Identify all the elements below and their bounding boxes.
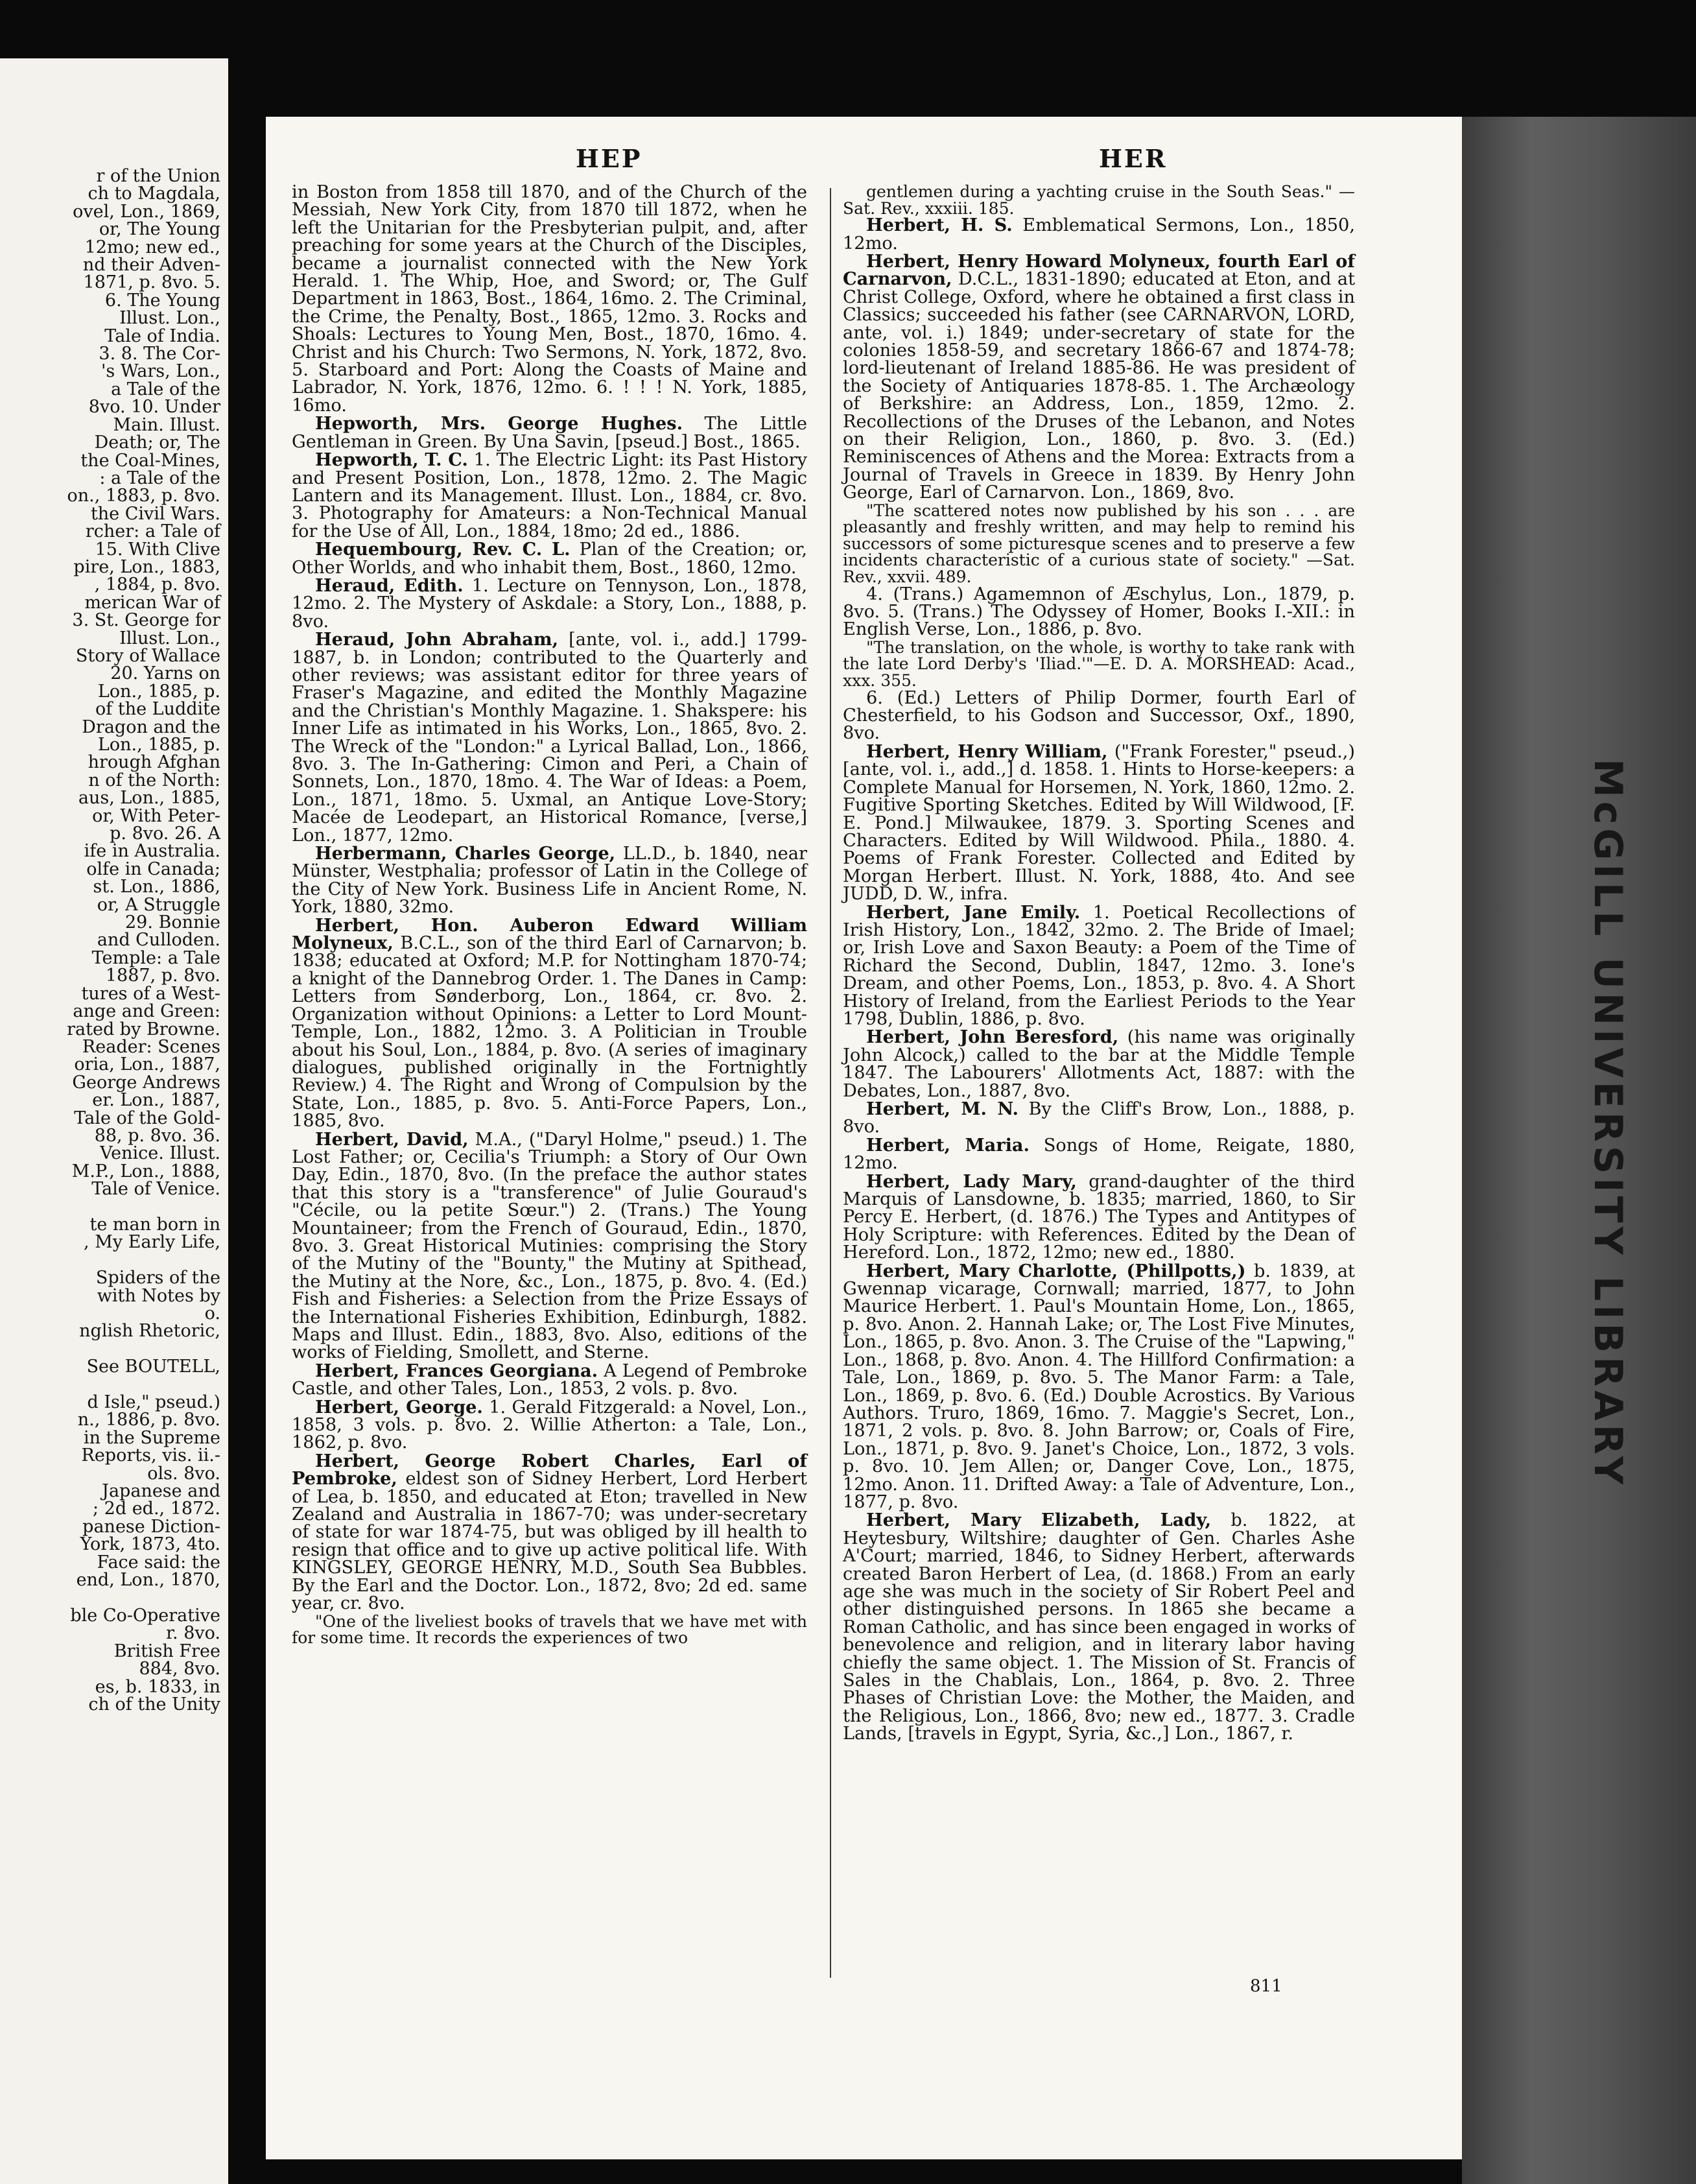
entry-text: A Legend of Pembroke Castle, and other Tales, Lon., 1853, 2 vols. p. 8vo. bbox=[292, 1360, 807, 1399]
entry-continuation: in Boston from 1858 till 1870, and of the Church of the Messiah, New York City, from 1870 till 1872, when he left the Unitarian for the Presbyterian pulpit, and, after preaching for some years at the Church of the Disciples, became a journalist connected with the New York Herald. 1. The Whip, Hoe, and Sword; or, The Gulf Department in 1863, Bost., 1864, 16mo. 2. The Criminal, the Crime, the Penalty, Bost., 1865, 12mo. 3. Rocks and Shoals: Lectures to Young Men, Bost., 1870, 16mo. 4. Christ and his Church: Two Sermons, N. York, 1872, 8vo. 5. Starboard and Port: Along the Coasts of Maine and Labrador, N. York, 1876, 12mo. 6. ! ! ! N. York, 1885, 16mo. bbox=[292, 182, 807, 416]
entry-headword: Herbert, Lady Mary, bbox=[866, 1170, 1077, 1192]
bibliography-entry bbox=[843, 1134, 1355, 1174]
entry-headword: Herbert, Hon. Auberon Edward William Molyneux, bbox=[292, 914, 807, 954]
entry-text: 1. Gerald Fitzgerald: a Novel, Lon., 1858, 3 vols. p. 8vo. 2. Willie Atherton: a Tale, Lon., 1862, p. 8vo. bbox=[292, 1397, 807, 1453]
entry-headword: Herbert, George. bbox=[315, 1396, 483, 1418]
page-number: 811 bbox=[1250, 1976, 1282, 1996]
entry-headword: Herbert, H. S. bbox=[866, 215, 1013, 236]
quotation: "The scattered notes now published by his son . . . are pleasantly and freshly written, and may help to remind his successors of some picturesque scenes and to preserve a few incidents characteristic of a curious state of society." —Sat. Rev., xxvii. 489. bbox=[843, 501, 1355, 587]
entry-text: The Little Gentleman in Green. By Una Savin, [pseud.] Bost., 1865. bbox=[292, 414, 807, 452]
right-column bbox=[843, 184, 1355, 1744]
bibliography-entry bbox=[843, 1170, 1355, 1263]
entry-headword: Herbert, Henry William, bbox=[866, 741, 1108, 762]
entry-text: LL.D., b. 1840, near Münster, Westphalia; professor of Latin in the College of the City of New York. Business Life in Ancient Rome, N. York, 1880, 32mo. bbox=[292, 844, 807, 918]
bibliography-entry bbox=[292, 845, 807, 916]
entry-text: grand-daughter of the third Marquis of Lansdowne, b. 1835; married, 1860, to Sir Percy E. Herbert, (d. 1876.) The Types and Antitypes of Holy Scripture: with References. Edited by the Dean of Hereford. Lon., 1872, 12mo; new ed., 1880. bbox=[843, 1171, 1355, 1263]
entry-continuation: 6. (Ed.) Letters of Philip Dormer, fourth Earl of Chesterfield, to his Godson and Successor, Oxf., 1890, 8vo. bbox=[843, 687, 1355, 744]
bibliography-entry bbox=[292, 577, 807, 630]
entry-text: Emblematical Sermons, Lon., 1850, 12mo. bbox=[843, 215, 1355, 254]
entry-headword: Heraud, John Abraham, bbox=[315, 629, 559, 650]
column-divider bbox=[830, 188, 831, 1978]
bibliography-entry bbox=[292, 541, 807, 576]
facing-page-text: r of the Union ch to Magdala, ovel, Lon., 1869, or, The Young 12mo; new ed., nd their Adven- 1871, p. 8vo. 5. 6. The Young Illust. Lon., Tale of India. 3. 8. The Cor- 's Wars, Lon., a Tale of the 8vo. 10. Under Main. Illust. Death; or, The the Coal-Mines, : a Tale of the on., 1883, p. 8vo. the Civil Wars. rcher: a Tale of 15. With Clive pire, Lon., 1883, , 1884, p. 8vo. merican War of 3. St. George for Illust. Lon., Story of Wallace 20. Yarns on Lon., 1885, p. of the Luddite Dragon and the Lon., 1885, p. hrough Afghan n of the North: aus, Lon., 1885, or, With Peter- p. 8vo. 26. A ife in Australia. olfe in Canada; st. Lon., 1886, or, A Struggle 29. Bonnie and Culloden. Temple: a Tale 1887, p. 8vo. tures of a West- ange and Green: rated by Browne. Reader: Scenes oria, Lon., 1887, George Andrews er. Lon., 1887, Tale of the Gold- 88, p. 8vo. 36. Venice. Illust. M.P., Lon., 1888, Tale of Venice. te man born in , My Early Life, Spiders of the with Notes by o. nglish Rhetoric, See BOUTELL, d Isle," pseud.) n., 1886, p. 8vo. in the Supreme Reports, vis. ii.- ols. 8vo. Japanese and ; 2d ed., 1872. panese Diction- York, 1873, 4to. Face said: the end, Lon., 1870, ble Co-Operative r. 8vo. British Free 884, 8vo. es, b. 1833, in ch of the Unity bbox=[67, 166, 220, 1715]
bibliography-entry bbox=[843, 743, 1355, 903]
spine-library-stamp: McGILL UNIVERSITY LIBRARY bbox=[1585, 759, 1631, 1489]
entry-headword: Heraud, Edith. bbox=[315, 575, 464, 596]
entry-text: b. 1822, at Heytesbury, Wiltshire; daughter of Gen. Charles Ashe A'Court; married, 1846, to Sidney Herbert, afterwards created Baron Herbert of Lea, (d. 1868.) From an early age she was much in the society of Sir Robert Peel and other distinguished persons. In 1865 she became a Roman Catholic, and has since been engaged in works of benevolence and religion, and in literary labor having chiefly the same object. 1. The Mission of St. Francis of Sales in the Chablais, Lon., 1864, p. 8vo. 2. Three Phases of Christian Love: the Mother, the Maiden, and the Religious, Lon., 1866, 8vo; new ed., 1877. 3. Cradle Lands, [travels in Egypt, Syria, &c.,] Lon., 1867, r. bbox=[843, 1510, 1355, 1744]
bibliography-entry bbox=[843, 901, 1355, 1029]
entry-text: D.C.L., 1831-1890; educated at Eton, and at Christ College, Oxford, where he obtained a first class in Classics; succeeded his father (see CARNARVON, LORD, ante, vol. i.) 1849; under-secretary of state for the colonies 1858-59, and secretary 1866-67 and 1874-78; lord-lieutenant of Ireland 1885-86. He was president of the Society of Antiquaries 1878-85. 1. The Archæology of Berkshire: an Address, Lon., 1859, 12mo. 2. Recollections of the Druses of the Lebanon, and Notes on their Religion, Lon., 1860, p. 8vo. 3. (Ed.) Reminiscences of Athens and the Morea: Extracts from a Journal of Travels in Greece in 1839. By Henry John George, Earl of Carnarvon. Lon., 1869, 8vo. bbox=[843, 269, 1355, 503]
entry-text: Plan of the Creation; or, Other Worlds, and who inhabit them, Bost., 1860, 12mo. bbox=[292, 540, 807, 578]
entry-headword: Herbert, Jane Emily. bbox=[866, 901, 1081, 923]
bibliography-entry bbox=[292, 914, 807, 1132]
bibliography-entry bbox=[843, 1512, 1355, 1742]
running-head-right: HER bbox=[1099, 144, 1168, 173]
quotation: gentlemen during a yachting cruise in the South Seas." —Sat. Rev., xxxiii. 185. bbox=[843, 182, 1355, 218]
entry-headword: Herbert, Frances Georgiana. bbox=[315, 1360, 598, 1381]
entry-headword: Herbert, David, bbox=[315, 1128, 469, 1150]
quotation: "One of the liveliest books of travels that we have met with for some time. It records the experiences of two bbox=[292, 1611, 807, 1648]
entry-headword: Hequembourg, Rev. C. L. bbox=[315, 539, 571, 560]
entry-headword: Herbert, Mary Charlotte, (Phillpotts,) bbox=[866, 1260, 1246, 1281]
bibliography-entry bbox=[843, 253, 1355, 502]
bibliography-entry bbox=[292, 1396, 807, 1453]
bibliography-entry bbox=[843, 1028, 1355, 1100]
entry-headword: Herbert, George Robert Charles, Earl of Pembroke, bbox=[292, 1450, 807, 1490]
entry-headword: Herbert, M. N. bbox=[866, 1098, 1019, 1119]
bibliography-entry bbox=[843, 1100, 1355, 1136]
entry-headword: Herbermann, Charles George, bbox=[315, 843, 616, 864]
bibliography-entry bbox=[292, 451, 807, 540]
entry-text: [ante, vol. i., add.] 1799-1887, b. in London; contributed to the Quarterly and other reviews; was assistant editor for three years of Fraser's Magazine, and edited the Monthly Magazine and the Christian's Monthly Magazine. 1. Shakspere: his Inner Life as intimated in his Works, Lon., 1865, 8vo. 2. The Wreck of the "London:" a Lyrical Ballad, Lon., 1866, 8vo. 3. The In-Gathering: Cimon and Peri, a Chain of Sonnets, Lon., 1870, 18mo. 4. The War of Ideas: a Poem, Lon., 1871, 18mo. 5. Uxmal, an Antique Love-Story; Macée de Leodepart, an Historical Romance, [verse,] Lon., 1877, 12mo. bbox=[292, 630, 807, 846]
entry-headword: Herbert, Mary Elizabeth, Lady, bbox=[866, 1510, 1212, 1531]
entry-headword: Herbert, John Beresford, bbox=[866, 1027, 1119, 1048]
entry-text: ("Frank Forester," pseud.,) [ante, vol. i., add.,] d. 1858. 1. Hints to Horse-keepers: a Complete Manual for Horsemen, N. York, 1860, 12mo. 2. Fugitive Sporting Sketches. Edited by Will Wildwood, [F. E. Pond.] Milwaukee, 1879. 3. Sporting Scenes and Characters. Edited by Will Wildwood. Phila., 1880. 4. Poems of Frank Forester. Collected and Edited by Morgan Herbert. Illust. N. York, 1888, 4to. And see JUDD, D. W., infra. bbox=[843, 741, 1355, 905]
entry-text: b. 1839, at Gwennap vicarage, Cornwall; married, 1877, to John Maurice Herbert. 1. Paul's Mountain Home, Lon., 1865, p. 8vo. Anon. 2. Hannah Lake; or, The Lost Five Minutes, Lon., 1865, p. 8vo. Anon. 3. The Cruise of the "Lapwing," Lon., 1868, p. 8vo. Anon. 4. The Hillford Confirmation: a Tale, Lon., 1869, p. 8vo. 5. The Manor Farm: a Tale, Lon., 1869, p. 8vo. 6. (Ed.) Double Acrostics. By Various Authors. Truro, 1869, 16mo. 7. Maggie's Secret, Lon., 1871, 2 vols. p. 8vo. 8. John Barrow; or, Coals of Fire, Lon., 1871, p. 8vo. 9. Janet's Choice, Lon., 1872, 3 vols. p. 8vo. 10. Jem Allen; or, Danger Cove, Lon., 1875, 12mo. Anon. 11. Drifted Away: a Tale of Adventure, Lon., 1877, p. 8vo. bbox=[843, 1261, 1355, 1512]
quotation: "The translation, on the whole, is worthy to take rank with the late Lord Derby's 'Iliad.'"—E. D. A. MORSHEAD: Acad., xxx. 355. bbox=[843, 637, 1355, 691]
bibliography-entry bbox=[292, 1128, 807, 1363]
left-column bbox=[292, 184, 807, 1646]
entry-headword: Hepworth, Mrs. George Hughes. bbox=[315, 413, 683, 434]
entry-text: By the Cliff's Brow, Lon., 1888, p. 8vo. bbox=[843, 1099, 1355, 1137]
facing-page-fragment bbox=[0, 58, 228, 2184]
entry-text: 1. The Electric Light: its Past History and Present Position, Lon., 1878, 12mo. 2. The Magic Lantern and its Management. Illust. Lon., 1884, cr. 8vo. 3. Photography for Amateurs: a Non-Technical Manual for the Use of All, Lon., 1884, 18mo; 2d ed., 1886. bbox=[292, 450, 807, 541]
entry-text: 1. Poetical Recollections of Irish History, Lon., 1842, 32mo. 2. The Bride of Imael; or, Irish Love and Saxon Beauty: a Poem of the Time of Richard the Second, Dublin, 1847, 12mo. 3. Ione's Dream, and other Poems, Lon., 1853, p. 8vo. 4. A Short History of Ireland, from the Earliest Periods to the Year 1798, Dublin, 1886, p. 8vo. bbox=[843, 902, 1355, 1029]
entry-text: 1. Lecture on Tennyson, Lon., 1878, 12mo. 2. The Mystery of Askdale: a Story, Lon., 1888, p. 8vo. bbox=[292, 575, 807, 632]
entry-continuation: 4. (Trans.) Agamemnon of Æschylus, Lon., 1879, p. 8vo. 5. (Trans.) The Odyssey of Homer, Books I.-XII.: in English Verse, Lon., 1886, p. 8vo. bbox=[843, 584, 1355, 640]
bibliography-entry bbox=[292, 631, 807, 844]
library-binding-spine bbox=[1462, 117, 1696, 2184]
bibliography-entry bbox=[292, 415, 807, 451]
entry-text: eldest son of Sidney Herbert, Lord Herbert of Lea, b. 1850, and educated at Eton; travelled in New Zealand and Australia in 1867-70; was under-secretary of state for war 1874-75, but was obliged by ill health to resign that office and to give up active political life. With KINGSLEY, GEORGE HENRY, M.D., South Sea Bubbles. By the Earl and the Doctor. Lon., 1872, 8vo; 2d ed. same year, cr. 8vo. bbox=[292, 1469, 807, 1614]
running-head-left: HEP bbox=[576, 144, 642, 173]
bibliography-entry bbox=[292, 1362, 807, 1398]
bibliography-entry bbox=[292, 1450, 807, 1614]
entry-text: Songs of Home, Reigate, 1880, 12mo. bbox=[843, 1135, 1355, 1174]
entry-headword: Hepworth, T. C. bbox=[315, 449, 468, 471]
bibliography-entry bbox=[843, 217, 1355, 252]
entry-headword: Herbert, Henry Howard Molyneux, fourth Earl of Carnarvon, bbox=[843, 251, 1355, 290]
entry-text: M.A., ("Daryl Holme," pseud.) 1. The Lost Father; or, Cecilia's Triumph: a Story of Our Own Day, Edin., 1870, 8vo. (In the preface the author states that this story is a "transference" of Julie Gouraud's "Cécile, ou la petite Sœur.") 2. (Trans.) The Young Mountaineer; from the French of Gouraud, Edin., 1870, 8vo. 3. Great Historical Mutinies: comprising the Story of the Mutiny of the "Bounty," the Mutiny at Spithead, the Mutiny at the Nore, &c., Lon., 1875, p. 8vo. 4. (Ed.) Fish and Fisheries: a Selection from the Prize Essays of the International Fisheries Exhibition, Edinburgh, 1882. Maps and Illust. Edin., 1883, 8vo. Also, editions of the works of Fielding, Smollett, and Sterne. bbox=[292, 1129, 807, 1363]
entry-headword: Herbert, Maria. bbox=[866, 1134, 1030, 1156]
entry-text: (his name was originally John Alcock,) called to the bar at the Middle Temple 1847. The Labourers' Allotments Act, 1887: with the Debates, Lon., 1887, 8vo. bbox=[843, 1027, 1355, 1101]
bibliography-entry bbox=[843, 1260, 1355, 1512]
entry-text: B.C.L., son of the third Earl of Carnarvon; b. 1838; educated at Oxford; M.P. for Nottingham 1870-74; a knight of the Dannebrog Order. 1. The Danes in Camp: Letters from Sønderborg, Lon., 1864, cr. 8vo. 2. Organization without Opinions: a Letter to Lord Mount-Temple, Lon., 1882, 12mo. 3. A Politician in Trouble about his Soul, Lon., 1884, p. 8vo. (A series of imaginary dialogues, published originally in the Fortnightly Review.) 4. The Right and Wrong of Compulsion by the State, Lon., 1885, p. 8vo. 5. Anti-Force Papers, Lon., 1885, 8vo. bbox=[292, 933, 807, 1132]
